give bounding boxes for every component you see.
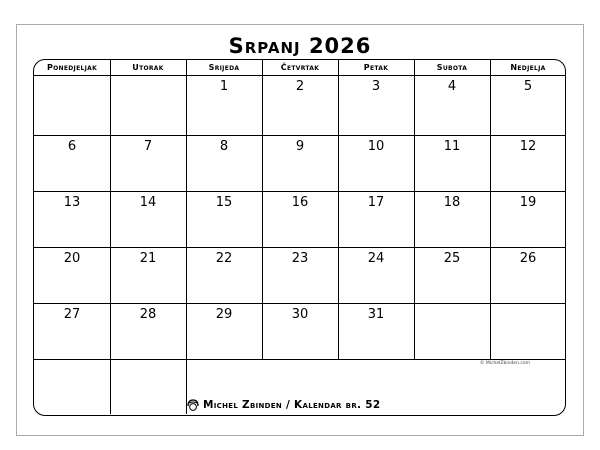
day-cell: 26 (519, 250, 537, 266)
day-cell: 17 (367, 194, 385, 210)
row-divider (34, 191, 565, 192)
day-cell: 22 (215, 250, 233, 266)
day-cell: 13 (63, 194, 81, 210)
footer-credit (186, 399, 380, 411)
day-cell: 3 (371, 78, 381, 94)
weekday-label: Nedjelja (510, 63, 546, 72)
day-cell: 16 (291, 194, 309, 210)
day-cell: 27 (63, 306, 81, 322)
copyright-site: © MichelZbinden.com (480, 361, 530, 366)
day-cell: 21 (139, 250, 157, 266)
day-cell: 30 (291, 306, 309, 322)
day-cell: 10 (367, 138, 385, 154)
day-cell: 25 (443, 250, 461, 266)
header-divider (34, 75, 565, 76)
day-cell: 19 (519, 194, 537, 210)
day-cell: 6 (67, 138, 77, 154)
day-cell: 9 (295, 138, 305, 154)
weekday-label: Četvrtak (280, 63, 320, 72)
weekday-label: Ponedjeljak (46, 63, 98, 72)
day-cell: 4 (447, 78, 457, 94)
weekday-label: Petak (363, 63, 389, 72)
footer-credit-text: Michel Zbinden / Kalendar br. 52 (203, 399, 381, 411)
day-cell: 31 (367, 306, 385, 322)
day-cell: 20 (63, 250, 81, 266)
weekday-label: Utorak (132, 63, 164, 72)
column-divider (110, 60, 111, 414)
day-cell: 18 (443, 194, 461, 210)
weekday-label: Srijeda (208, 63, 240, 72)
row-divider (34, 303, 565, 304)
face-icon (186, 399, 200, 411)
day-cell: 11 (443, 138, 461, 154)
day-cell: 28 (139, 306, 157, 322)
calendar-title: Srpanj 2026 (228, 34, 372, 58)
day-cell: 29 (215, 306, 233, 322)
day-cell: 8 (219, 138, 229, 154)
day-cell: 1 (219, 78, 229, 94)
day-cell: 15 (215, 194, 233, 210)
weekday-label: Subota (436, 63, 468, 72)
day-cell: 5 (523, 78, 533, 94)
column-divider (186, 60, 187, 414)
row-divider (34, 359, 565, 360)
day-cell: 14 (139, 194, 157, 210)
day-cell: 23 (291, 250, 309, 266)
day-cell: 2 (295, 78, 305, 94)
day-cell: 24 (367, 250, 385, 266)
day-cell: 12 (519, 138, 537, 154)
row-divider (34, 135, 565, 136)
day-cell: 7 (143, 138, 153, 154)
row-divider (34, 247, 565, 248)
